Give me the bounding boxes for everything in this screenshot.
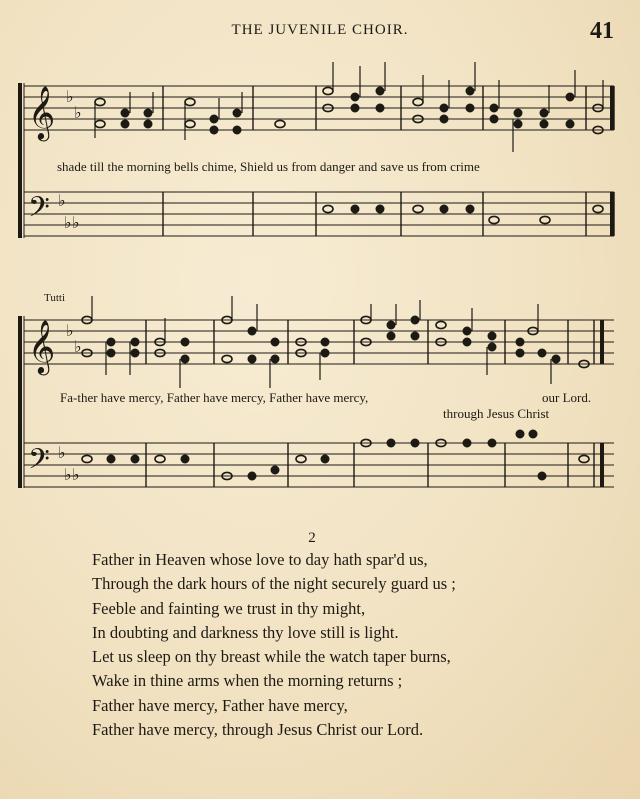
flat-icon: ♭ <box>72 465 80 484</box>
treble-clef-icon: 𝄞 <box>28 85 56 139</box>
verse-number: 2 <box>308 530 316 546</box>
flat-icon: ♭ <box>58 443 66 462</box>
running-title: THE JUVENILE CHOIR. <box>231 22 409 38</box>
verse-line: Father have mercy, Father have mercy, <box>92 695 348 715</box>
lyrics-system-2-line-2: through Jesus Christ <box>443 406 550 421</box>
verse-line: Wake in thine arms when the morning returns ; <box>92 671 403 691</box>
flat-icon: ♭ <box>66 87 74 106</box>
treble-clef-icon: 𝄞 <box>28 319 56 373</box>
verse-line: Father in Heaven whose love to day hath spar'd us, <box>92 550 428 569</box>
bass-clef-icon: 𝄢 <box>28 191 50 231</box>
verse-line: Feeble and fainting we trust in thy might, <box>92 598 366 618</box>
flat-icon: ♭ <box>66 321 74 340</box>
verse-line: Let us sleep on thy breast while the watch taper burns, <box>92 647 451 667</box>
lyrics-system-2-line-1-end: our Lord. <box>542 390 592 405</box>
flat-icon: ♭ <box>74 103 82 122</box>
verse-line: Through the dark hours of the night securely guard us ; <box>92 574 456 594</box>
bass-staff-2 <box>24 443 614 487</box>
flat-icon: ♭ <box>58 191 66 210</box>
lyrics-system-1: shade till the morning bells chime, Shield us from danger and save us from crime <box>57 159 480 174</box>
lyrics-system-2-line-1: Fa-ther have mercy, Father have mercy, Father have mercy, <box>60 390 369 405</box>
verse-line: In doubting and darkness thy love still is light. <box>92 622 399 642</box>
flat-icon: ♭ <box>64 465 72 484</box>
bass-notes-2 <box>82 430 589 480</box>
flat-icon: ♭ <box>74 337 82 356</box>
flat-icon: ♭ <box>64 213 72 232</box>
verse-text <box>92 548 456 742</box>
final-barline-icon <box>600 320 604 364</box>
page-number: 41 <box>590 18 614 44</box>
tempo-marking: Tutti <box>44 292 66 304</box>
system-bracket <box>18 316 22 488</box>
flat-icon: ♭ <box>72 213 80 232</box>
verse-line: Father have mercy, through Jesus Christ our Lord. <box>92 720 424 740</box>
bass-clef-icon: 𝄢 <box>28 443 50 483</box>
